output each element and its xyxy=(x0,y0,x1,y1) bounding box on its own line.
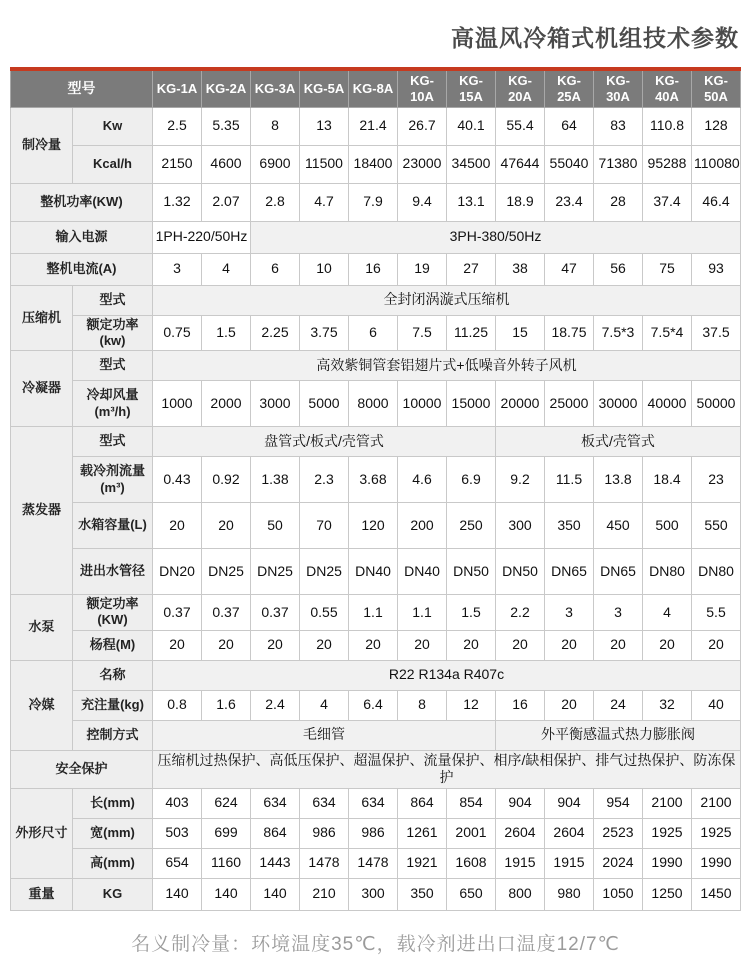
table-row xyxy=(11,503,741,549)
cell-value: 1990 xyxy=(643,848,692,878)
page-title: 高温风冷箱式机组技术参数 xyxy=(451,25,739,51)
table-row xyxy=(11,750,741,788)
cell-value: 23 xyxy=(692,457,741,503)
cell-value: DN50 xyxy=(496,549,545,595)
cell-value: 954 xyxy=(594,788,643,818)
cell-value: DN50 xyxy=(447,549,496,595)
cell-value: 1000 xyxy=(153,381,202,427)
cell-value: 0.37 xyxy=(251,595,300,631)
cell-value: 1.38 xyxy=(251,457,300,503)
corner-header: 型号 xyxy=(11,69,153,107)
cell-value: 140 xyxy=(153,878,202,910)
row-label: 额定功率(kw) xyxy=(73,315,153,351)
cell-value: 30000 xyxy=(594,381,643,427)
cell-value: DN80 xyxy=(692,549,741,595)
table-row xyxy=(11,720,741,750)
cell-value: 1450 xyxy=(692,878,741,910)
cell-value: 18.4 xyxy=(643,457,692,503)
cell-value: 18.75 xyxy=(545,315,594,351)
cell-value: 0.55 xyxy=(300,595,349,631)
cell-value: 350 xyxy=(545,503,594,549)
cell-value: 4.6 xyxy=(398,457,447,503)
cell-value: 300 xyxy=(349,878,398,910)
cell-value: 9.4 xyxy=(398,183,447,221)
row-label: 水箱容量(L) xyxy=(73,503,153,549)
cell-value: 3000 xyxy=(251,381,300,427)
cell-value: 16 xyxy=(496,690,545,720)
model-header: KG-8A xyxy=(349,69,398,107)
cell-value: 13 xyxy=(300,107,349,145)
cell-value: 1160 xyxy=(202,848,251,878)
merged-cell-value: 高效紫铜管套铝翅片式+低噪音外转子风机 xyxy=(153,351,741,381)
cell-value: 1443 xyxy=(251,848,300,878)
model-header: KG-3A xyxy=(251,69,300,107)
cell-value: 50 xyxy=(251,503,300,549)
cell-value: 23000 xyxy=(398,145,447,183)
cell-value: 50000 xyxy=(692,381,741,427)
row-label: 杨程(M) xyxy=(73,630,153,660)
cell-value: 70 xyxy=(300,503,349,549)
cell-value: 23.4 xyxy=(545,183,594,221)
cell-value: 500 xyxy=(643,503,692,549)
model-header: KG-20A xyxy=(496,69,545,107)
cell-value: 250 xyxy=(447,503,496,549)
cell-value: DN25 xyxy=(251,549,300,595)
cell-value: 9.2 xyxy=(496,457,545,503)
table-row xyxy=(11,690,741,720)
cell-value: 980 xyxy=(545,878,594,910)
row-group-label: 压缩机 xyxy=(11,285,73,351)
table-row xyxy=(11,427,741,457)
cell-value: 20 xyxy=(545,690,594,720)
row-label: 型式 xyxy=(73,427,153,457)
cell-value: 11.25 xyxy=(447,315,496,351)
cell-value: DN40 xyxy=(349,549,398,595)
spec-table-body xyxy=(11,107,741,910)
table-row xyxy=(11,878,741,910)
cell-value: 904 xyxy=(545,788,594,818)
cell-value: 18.9 xyxy=(496,183,545,221)
cell-value: 20 xyxy=(202,503,251,549)
cell-value: 110.8 xyxy=(643,107,692,145)
cell-value: 0.37 xyxy=(202,595,251,631)
cell-value: 210 xyxy=(300,878,349,910)
cell-value: 40000 xyxy=(643,381,692,427)
cell-value: 8000 xyxy=(349,381,398,427)
cell-value: 1.1 xyxy=(349,595,398,631)
cell-value: DN25 xyxy=(202,549,251,595)
row-label: 整机电流(A) xyxy=(11,253,153,285)
cell-value: 4600 xyxy=(202,145,251,183)
cell-value: 986 xyxy=(349,818,398,848)
cell-value: 3.68 xyxy=(349,457,398,503)
table-row xyxy=(11,660,741,690)
table-row xyxy=(11,457,741,503)
cell-value: DN65 xyxy=(545,549,594,595)
model-header: KG-1A xyxy=(153,69,202,107)
cell-value: 6.9 xyxy=(447,457,496,503)
cell-value: 20 xyxy=(496,630,545,660)
cell-value: 634 xyxy=(251,788,300,818)
cell-value: 2150 xyxy=(153,145,202,183)
cell-value: 4.7 xyxy=(300,183,349,221)
cell-value: 4 xyxy=(202,253,251,285)
cell-value: 27 xyxy=(447,253,496,285)
row-label: KG xyxy=(73,878,153,910)
cell-value: 93 xyxy=(692,253,741,285)
model-header: KG-15A xyxy=(447,69,496,107)
cell-value: 634 xyxy=(300,788,349,818)
row-label: 充注量(kg) xyxy=(73,690,153,720)
spec-table xyxy=(10,67,741,911)
cell-value: 8 xyxy=(251,107,300,145)
model-header: KG-50A xyxy=(692,69,741,107)
table-row xyxy=(11,381,741,427)
cell-value: 2.8 xyxy=(251,183,300,221)
cell-value: 110080 xyxy=(692,145,741,183)
row-group-label: 制冷量 xyxy=(11,107,73,183)
cell-value: 20 xyxy=(300,630,349,660)
cell-value: 20 xyxy=(594,630,643,660)
row-group-label: 冷媒 xyxy=(11,660,73,750)
cell-value: 19 xyxy=(398,253,447,285)
cell-value: 1.1 xyxy=(398,595,447,631)
cell-value: 56 xyxy=(594,253,643,285)
row-label: 载冷剂流量(m³) xyxy=(73,457,153,503)
cell-value: 7.5 xyxy=(398,315,447,351)
model-header: KG-25A xyxy=(545,69,594,107)
cell-value: 2100 xyxy=(643,788,692,818)
row-group-label: 冷凝器 xyxy=(11,351,73,427)
cell-value: 15 xyxy=(496,315,545,351)
cell-value: 2024 xyxy=(594,848,643,878)
cell-value: 34500 xyxy=(447,145,496,183)
row-label: 冷却风量(m³/h) xyxy=(73,381,153,427)
cell-value: 20 xyxy=(153,503,202,549)
cell-value: 20000 xyxy=(496,381,545,427)
cell-value: 2.2 xyxy=(496,595,545,631)
merged-cell-value: 盘管式/板式/壳管式 xyxy=(153,427,496,457)
table-row xyxy=(11,818,741,848)
cell-value: 20 xyxy=(251,630,300,660)
cell-value: 20 xyxy=(643,630,692,660)
cell-value: 300 xyxy=(496,503,545,549)
row-label: 长(mm) xyxy=(73,788,153,818)
header-row xyxy=(11,69,741,107)
cell-value: 26.7 xyxy=(398,107,447,145)
cell-value: 32 xyxy=(643,690,692,720)
row-label: 宽(mm) xyxy=(73,818,153,848)
cell-value: 47644 xyxy=(496,145,545,183)
cell-value: 5000 xyxy=(300,381,349,427)
table-row xyxy=(11,183,741,221)
cell-value: 20 xyxy=(692,630,741,660)
cell-value: 1250 xyxy=(643,878,692,910)
cell-value: 28 xyxy=(594,183,643,221)
cell-value: 11500 xyxy=(300,145,349,183)
model-header: KG-5A xyxy=(300,69,349,107)
row-label: Kw xyxy=(73,107,153,145)
merged-cell-value: 外平衡感温式热力膨胀阀 xyxy=(496,720,741,750)
cell-value: 3.75 xyxy=(300,315,349,351)
cell-value: 37.4 xyxy=(643,183,692,221)
cell-value: 20 xyxy=(202,630,251,660)
cell-value: DN20 xyxy=(153,549,202,595)
cell-value: 11.5 xyxy=(545,457,594,503)
cell-value: 83 xyxy=(594,107,643,145)
cell-value: 18400 xyxy=(349,145,398,183)
merged-cell-value: 3PH-380/50Hz xyxy=(251,221,741,253)
table-row xyxy=(11,107,741,145)
cell-value: 0.43 xyxy=(153,457,202,503)
cell-value: 6 xyxy=(251,253,300,285)
cell-value: DN25 xyxy=(300,549,349,595)
cell-value: 1261 xyxy=(398,818,447,848)
cell-value: DN80 xyxy=(643,549,692,595)
cell-value: 403 xyxy=(153,788,202,818)
cell-value: 47 xyxy=(545,253,594,285)
cell-value: 95288 xyxy=(643,145,692,183)
cell-value: 4 xyxy=(643,595,692,631)
table-row xyxy=(11,145,741,183)
model-header: KG-30A xyxy=(594,69,643,107)
cell-value: 13.8 xyxy=(594,457,643,503)
cell-value: 38 xyxy=(496,253,545,285)
cell-value: 0.92 xyxy=(202,457,251,503)
row-label: Kcal/h xyxy=(73,145,153,183)
cell-value: 503 xyxy=(153,818,202,848)
merged-cell-value: 板式/壳管式 xyxy=(496,427,741,457)
cell-value: 650 xyxy=(447,878,496,910)
cell-value: 55.4 xyxy=(496,107,545,145)
row-label: 输入电源 xyxy=(11,221,153,253)
cell-value: 8 xyxy=(398,690,447,720)
table-row xyxy=(11,221,741,253)
cell-value: 1.6 xyxy=(202,690,251,720)
cell-value: 64 xyxy=(545,107,594,145)
cell-value: 2604 xyxy=(496,818,545,848)
merged-cell-value: 毛细管 xyxy=(153,720,496,750)
cell-value: 0.75 xyxy=(153,315,202,351)
table-row xyxy=(11,549,741,595)
cell-value: DN65 xyxy=(594,549,643,595)
cell-value: 140 xyxy=(251,878,300,910)
row-label: 名称 xyxy=(73,660,153,690)
cell-value: 654 xyxy=(153,848,202,878)
cell-value: 2100 xyxy=(692,788,741,818)
cell-value: 40.1 xyxy=(447,107,496,145)
cell-value: 55040 xyxy=(545,145,594,183)
cell-value: 6.4 xyxy=(349,690,398,720)
cell-value: 20 xyxy=(398,630,447,660)
cell-value: 37.5 xyxy=(692,315,741,351)
cell-value: 2523 xyxy=(594,818,643,848)
cell-value: 7.5*4 xyxy=(643,315,692,351)
cell-value: 2604 xyxy=(545,818,594,848)
table-row xyxy=(11,788,741,818)
cell-value: 6900 xyxy=(251,145,300,183)
cell-value: 7.9 xyxy=(349,183,398,221)
row-group-label: 蒸发器 xyxy=(11,427,73,595)
row-group-label: 外形尺寸 xyxy=(11,788,73,878)
row-label: 高(mm) xyxy=(73,848,153,878)
row-label: 安全保护 xyxy=(11,750,153,788)
row-label: 型式 xyxy=(73,351,153,381)
cell-value: 46.4 xyxy=(692,183,741,221)
cell-value: 25000 xyxy=(545,381,594,427)
cell-value: 864 xyxy=(251,818,300,848)
cell-value: 1925 xyxy=(692,818,741,848)
cell-value: 7.5*3 xyxy=(594,315,643,351)
cell-value: 854 xyxy=(447,788,496,818)
cell-value: 2.25 xyxy=(251,315,300,351)
cell-value: 15000 xyxy=(447,381,496,427)
cell-value: 5.5 xyxy=(692,595,741,631)
cell-value: 12 xyxy=(447,690,496,720)
table-row xyxy=(11,595,741,631)
merged-cell-value: R22 R134a R407c xyxy=(153,660,741,690)
row-label: 型式 xyxy=(73,285,153,315)
cell-value: 71380 xyxy=(594,145,643,183)
row-group-label: 重量 xyxy=(11,878,73,910)
model-header: KG-40A xyxy=(643,69,692,107)
cell-value: 450 xyxy=(594,503,643,549)
merged-cell-value: 压缩机过热保护、高低压保护、超温保护、流量保护、相序/缺相保护、排气过热保护、防冻保护 xyxy=(153,750,741,788)
cell-value: 864 xyxy=(398,788,447,818)
cell-value: 21.4 xyxy=(349,107,398,145)
merged-cell-value: 全封闭涡漩式压缩机 xyxy=(153,285,741,315)
cell-value: 3 xyxy=(594,595,643,631)
cell-value: 2.4 xyxy=(251,690,300,720)
cell-value: 1478 xyxy=(349,848,398,878)
cell-value: 1PH-220/50Hz xyxy=(153,221,251,253)
cell-value: 800 xyxy=(496,878,545,910)
cell-value: 20 xyxy=(447,630,496,660)
cell-value: 1.32 xyxy=(153,183,202,221)
cell-value: 350 xyxy=(398,878,447,910)
cell-value: 1050 xyxy=(594,878,643,910)
cell-value: 4 xyxy=(300,690,349,720)
cell-value: 120 xyxy=(349,503,398,549)
row-label: 整机功率(KW) xyxy=(11,183,153,221)
cell-value: 20 xyxy=(545,630,594,660)
cell-value: 1.5 xyxy=(447,595,496,631)
cell-value: 20 xyxy=(153,630,202,660)
row-label: 控制方式 xyxy=(73,720,153,750)
cell-value: 1915 xyxy=(496,848,545,878)
cell-value: 24 xyxy=(594,690,643,720)
footnote: 名义制冷量：环境温度35℃，载冷剂进出口温度12/7℃ xyxy=(131,933,620,955)
cell-value: 624 xyxy=(202,788,251,818)
cell-value: 40 xyxy=(692,690,741,720)
cell-value: 986 xyxy=(300,818,349,848)
table-row xyxy=(11,848,741,878)
cell-value: 550 xyxy=(692,503,741,549)
cell-value: 699 xyxy=(202,818,251,848)
cell-value: 128 xyxy=(692,107,741,145)
cell-value: 2.3 xyxy=(300,457,349,503)
cell-value: 1.5 xyxy=(202,315,251,351)
table-row xyxy=(11,630,741,660)
row-label: 额定功率(KW) xyxy=(73,595,153,631)
cell-value: 10000 xyxy=(398,381,447,427)
table-row xyxy=(11,253,741,285)
table-row xyxy=(11,315,741,351)
cell-value: 1478 xyxy=(300,848,349,878)
cell-value: 3 xyxy=(545,595,594,631)
cell-value: 634 xyxy=(349,788,398,818)
cell-value: 13.1 xyxy=(447,183,496,221)
cell-value: 0.37 xyxy=(153,595,202,631)
cell-value: 0.8 xyxy=(153,690,202,720)
cell-value: 1925 xyxy=(643,818,692,848)
cell-value: 3 xyxy=(153,253,202,285)
model-header: KG-2A xyxy=(202,69,251,107)
cell-value: 904 xyxy=(496,788,545,818)
cell-value: 20 xyxy=(349,630,398,660)
cell-value: DN40 xyxy=(398,549,447,595)
cell-value: 2.5 xyxy=(153,107,202,145)
model-header: KG-10A xyxy=(398,69,447,107)
cell-value: 200 xyxy=(398,503,447,549)
cell-value: 6 xyxy=(349,315,398,351)
table-row xyxy=(11,351,741,381)
cell-value: 10 xyxy=(300,253,349,285)
cell-value: 1915 xyxy=(545,848,594,878)
cell-value: 1990 xyxy=(692,848,741,878)
cell-value: 140 xyxy=(202,878,251,910)
row-group-label: 水泵 xyxy=(11,595,73,661)
cell-value: 2000 xyxy=(202,381,251,427)
row-label: 进出水管径 xyxy=(73,549,153,595)
cell-value: 2001 xyxy=(447,818,496,848)
cell-value: 1608 xyxy=(447,848,496,878)
table-row xyxy=(11,285,741,315)
spec-table-header xyxy=(11,69,741,107)
cell-value: 16 xyxy=(349,253,398,285)
cell-value: 75 xyxy=(643,253,692,285)
cell-value: 1921 xyxy=(398,848,447,878)
cell-value: 5.35 xyxy=(202,107,251,145)
cell-value: 2.07 xyxy=(202,183,251,221)
